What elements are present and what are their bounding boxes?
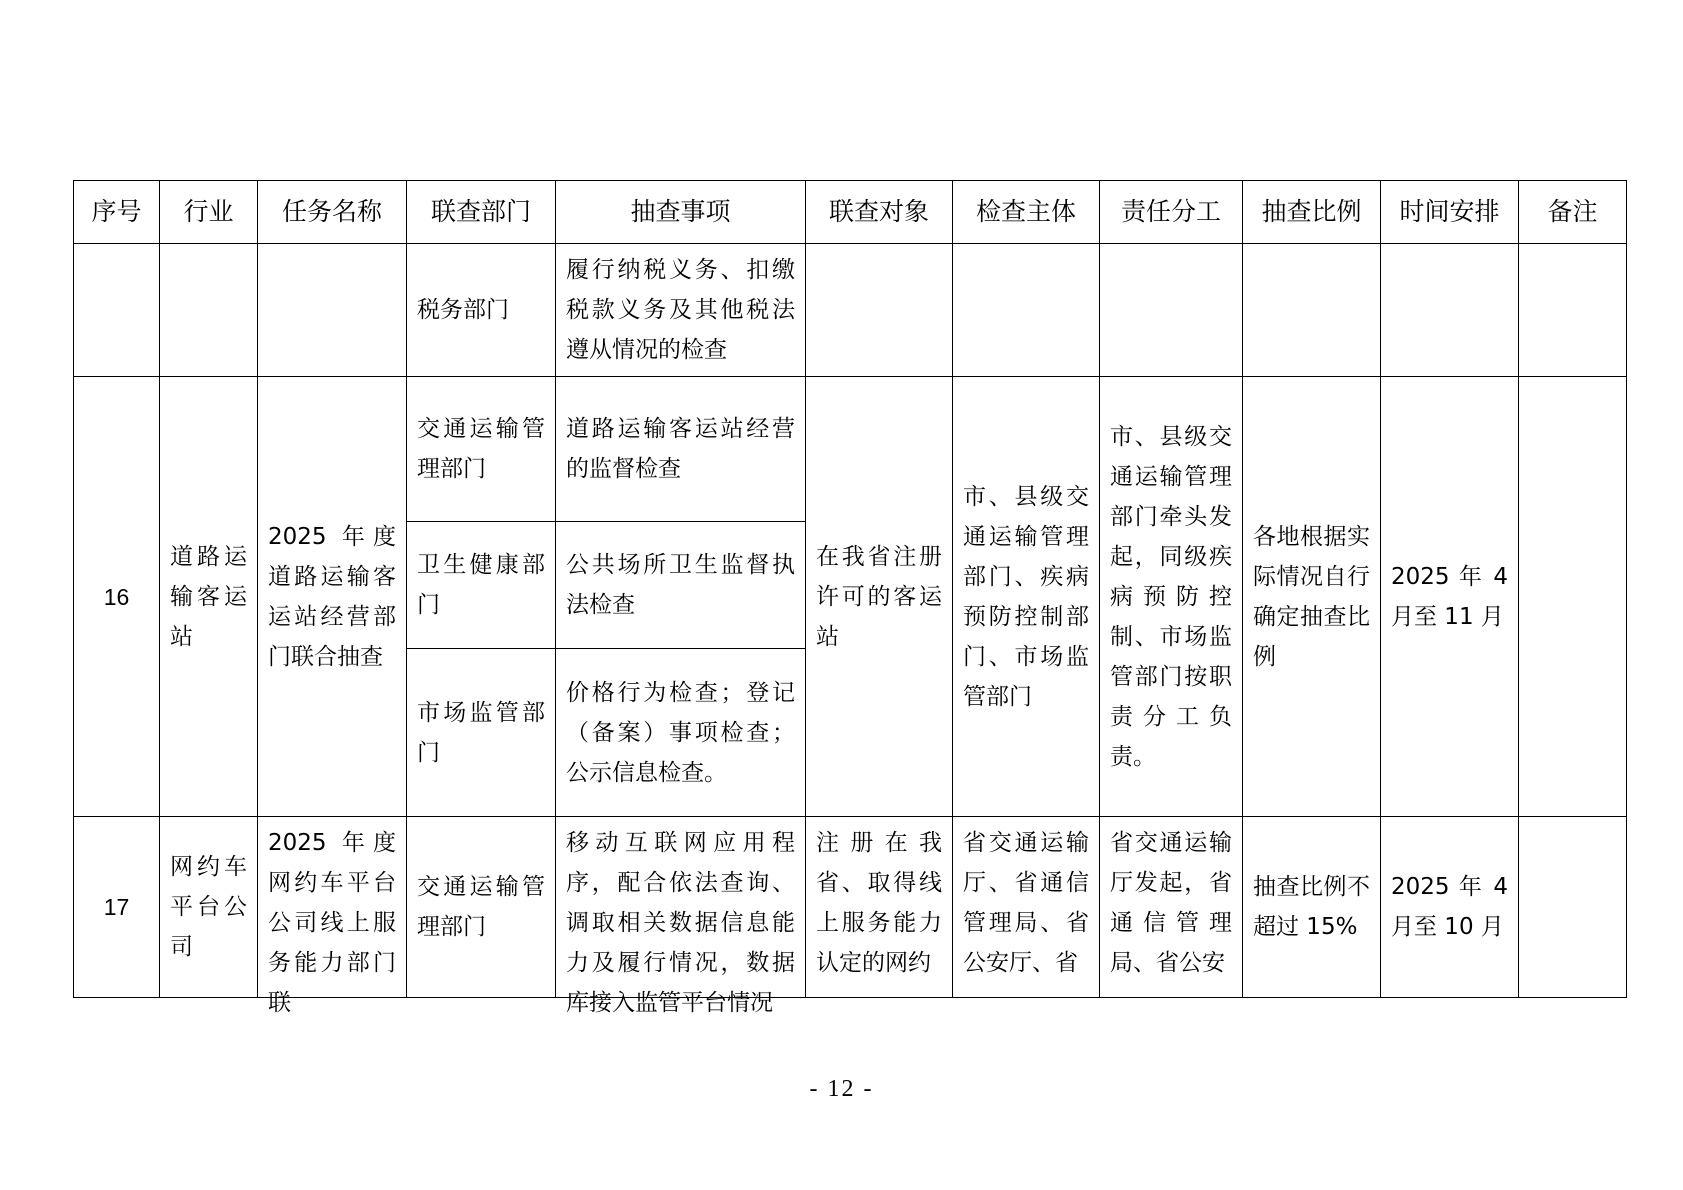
header-row: [74, 181, 1627, 244]
cell-dept: 税务部门: [407, 244, 556, 377]
cell-duty: 省交通运输厅发起，省通信管理局、省公安: [1110, 830, 1232, 976]
cell-remark: [1519, 244, 1627, 377]
table-row: [74, 817, 1627, 998]
header-industry: 行业: [160, 181, 258, 244]
cell-item: 公共场所卫生监督执法检查: [556, 522, 806, 649]
header-task: 任务名称: [258, 181, 407, 244]
header-duty: 责任分工: [1100, 181, 1243, 244]
cell-industry: 道路运输客运站: [160, 377, 258, 817]
cell-target: [806, 244, 953, 377]
cell-ratio: 各地根据实际情况自行确定抽查比例: [1243, 377, 1381, 817]
cell-item: 移动互联网应用程序，配合依法查询、调取相关数据信息能力及履行情况，数据库接入监管平台情况: [566, 830, 795, 1016]
cell-dept: 卫生健康部门: [407, 522, 556, 649]
header-target: 联查对象: [806, 181, 953, 244]
cell-remark: [1519, 817, 1627, 998]
cell-time: 2025 年 4 月至 10 月: [1381, 817, 1519, 998]
cell-ratio: [1243, 244, 1381, 377]
cell-target: 注册在我省、取得线上服务能力认定的网约: [816, 830, 942, 976]
cell-task: 2025 年度网约车平台公司线上服务能力部门联: [268, 830, 396, 1016]
cell-seq: [74, 244, 160, 377]
cell-ratio: 抽查比例不超过 15%: [1243, 817, 1381, 998]
header-item: 抽查事项: [556, 181, 806, 244]
cell-dept: 交通运输管理部门: [407, 817, 556, 998]
table-row: [74, 244, 1627, 377]
cell-dept: 市场监管部门: [407, 649, 556, 817]
cell-task: [258, 244, 407, 377]
header-subject: 检查主体: [953, 181, 1100, 244]
cell-subject: [953, 244, 1100, 377]
cell-industry: 网约车平台公司: [160, 817, 258, 998]
cell-target: 在我省注册许可的客运站: [806, 377, 953, 817]
cell-item: 道路运输客运站经营的监督检查: [556, 377, 806, 522]
cell-industry: [160, 244, 258, 377]
header-time: 时间安排: [1381, 181, 1519, 244]
header-ratio: 抽查比例: [1243, 181, 1381, 244]
cell-item: 履行纳税义务、扣缴税款义务及其他税法遵从情况的检查: [556, 244, 806, 377]
cell-task: 2025 年度道路运输客运站经营部门联合抽查: [258, 377, 407, 817]
cell-dept: 交通运输管理部门: [407, 377, 556, 522]
cell-time: [1381, 244, 1519, 377]
cell-time: 2025 年 4 月至 11 月: [1381, 377, 1519, 817]
header-remark: 备注: [1519, 181, 1627, 244]
page-number: - 12 -: [809, 1076, 874, 1102]
header-seq: 序号: [74, 181, 160, 244]
header-dept: 联查部门: [407, 181, 556, 244]
cell-seq: 16: [74, 377, 160, 817]
cell-remark: [1519, 377, 1627, 817]
task-table: [73, 180, 1627, 1016]
cell-subject: 市、县级交通运输管理部门、疾病预防控制部门、市场监管部门: [953, 377, 1100, 817]
cell-subject: 省交通运输厅、省通信管理局、省公安厅、省: [963, 830, 1089, 976]
cell-duty: [1100, 244, 1243, 377]
cell-seq: 17: [74, 817, 160, 998]
cell-duty: 市、县级交通运输管理部门牵头发起，同级疾病预防控制、市场监管部门按职责分工负责。: [1100, 377, 1243, 817]
table-row: [74, 377, 1627, 522]
cell-item: 价格行为检查；登记（备案）事项检查；公示信息检查。: [556, 649, 806, 817]
